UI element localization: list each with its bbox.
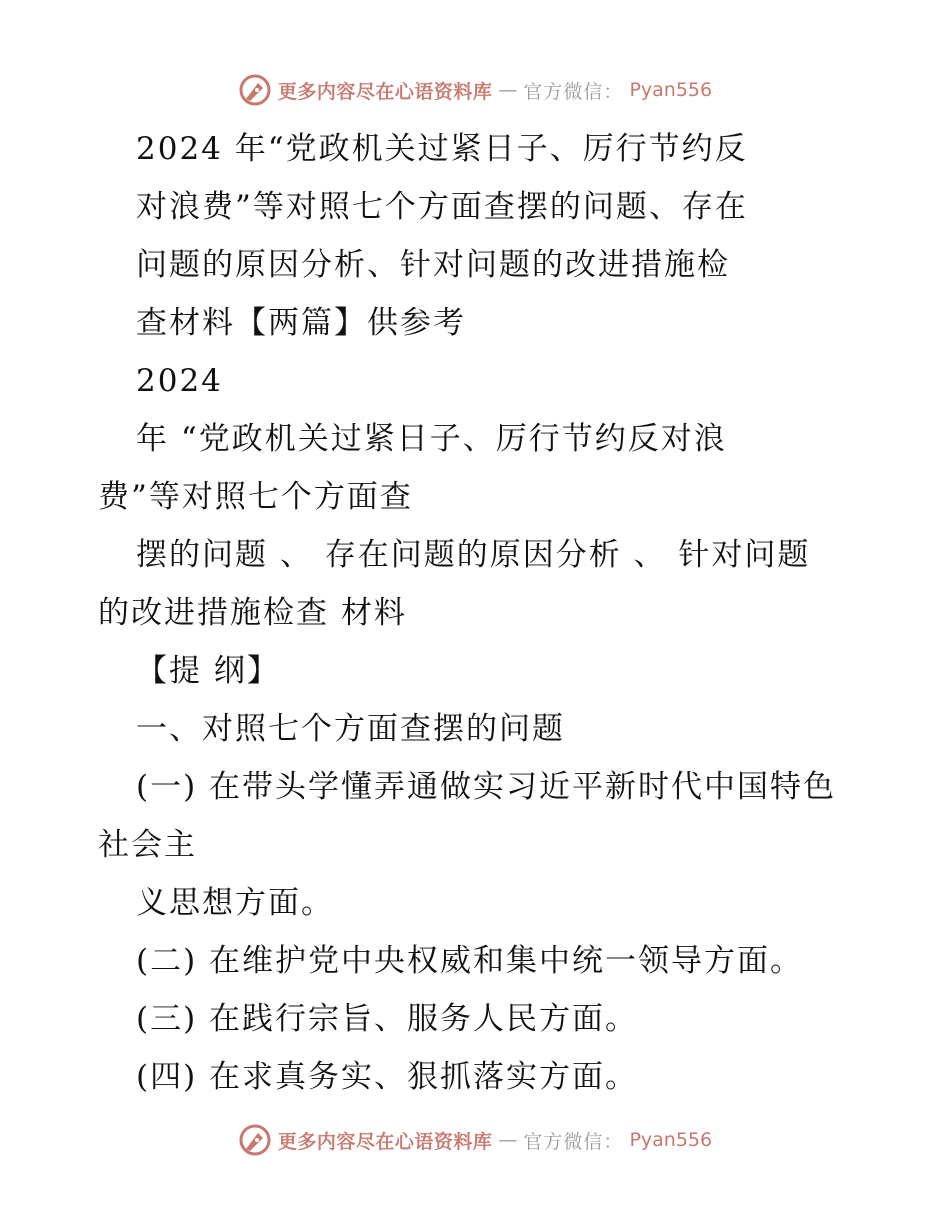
header-watermark bbox=[0, 70, 950, 110]
watermark-main-text: 更多内容尽在心语资料库 bbox=[277, 80, 493, 103]
title-line-4: 查材料【两篇】供参考 bbox=[136, 305, 466, 341]
subtitle-line-2: 年 “党政机关过紧日子、厉行节约反对浪 bbox=[136, 421, 727, 457]
list-item-1-part-3: 义思想方面。 bbox=[136, 885, 334, 921]
list-item-2: (二) 在维护党中央权威和集中统一领导方面。 bbox=[136, 943, 804, 979]
title-line-1: 2024 年“党政机关过紧日子、厉行节约反 bbox=[136, 131, 748, 167]
watermark-id: Pyan556 bbox=[629, 1129, 713, 1151]
subtitle-line-4: 摆的问题 、 存在问题的原因分析 、 针对问题 bbox=[136, 537, 811, 573]
watermark-sub-text: 官方微信： bbox=[523, 80, 624, 103]
watermark-id: Pyan556 bbox=[629, 79, 713, 101]
footer-watermark bbox=[0, 1120, 950, 1160]
subtitle-line-1: 2024 bbox=[136, 363, 223, 399]
list-item-3: (三) 在践行宗旨、服务人民方面。 bbox=[136, 1001, 639, 1037]
section-heading-1: 一、对照七个方面查摆的问题 bbox=[136, 711, 565, 747]
pen-nib-logo-icon bbox=[238, 73, 272, 107]
list-item-1-part-1: (一) 在带头学懂弄通做实习近平新时代中国特色 bbox=[136, 769, 837, 805]
title-line-3: 问题的原因分析、针对问题的改进措施检 bbox=[136, 247, 730, 283]
pen-nib-logo-icon bbox=[238, 1123, 272, 1157]
title-line-2: 对浪费”等对照七个方面查摆的问题、存在 bbox=[136, 189, 748, 225]
subtitle-line-5: 的改进措施检查 材料 bbox=[98, 595, 407, 631]
watermark-main-text: 更多内容尽在心语资料库 bbox=[277, 1130, 493, 1153]
watermark-dash: — bbox=[498, 1129, 518, 1151]
list-item-1-part-2: 社会主 bbox=[98, 827, 197, 863]
list-item-4: (四) 在求真务实、狠抓落实方面。 bbox=[136, 1059, 639, 1095]
watermark-sub-text: 官方微信： bbox=[523, 1130, 624, 1153]
document-body bbox=[98, 120, 858, 1106]
subtitle-line-3: 费”等对照七个方面查 bbox=[98, 479, 413, 515]
outline-heading: 【提 纲】 bbox=[136, 653, 280, 689]
watermark-dash: — bbox=[498, 79, 518, 101]
